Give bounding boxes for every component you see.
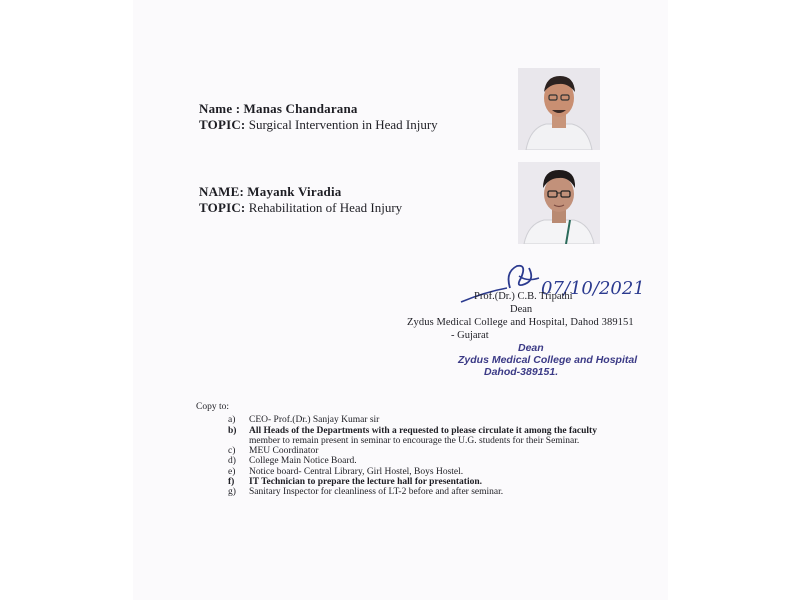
list-marker: f) [228, 477, 235, 488]
student-name: Mayank Viradia [247, 184, 342, 199]
list-marker: a) [228, 415, 236, 426]
state-line: - Gujarat [451, 330, 489, 341]
list-item [196, 477, 616, 487]
handwritten-date: 07/10/2021 [541, 278, 645, 299]
topic-label: TOPIC: [199, 200, 246, 215]
list-item [196, 456, 616, 466]
list-text: MEU Coordinator [249, 446, 319, 457]
official-stamp [458, 342, 637, 378]
list-text: College Main Notice Board. [249, 456, 357, 467]
name-label: Name : [199, 101, 241, 116]
list-item-continuation [196, 436, 616, 446]
list-text: IT Technician to prepare the lecture hall for presentation. [249, 477, 483, 488]
copy-to-heading: Copy to: [196, 402, 229, 412]
topic-label: TOPIC: [199, 117, 246, 132]
list-marker: g) [228, 487, 236, 498]
list-text: All Heads of the Departments with a requested to please circulate it among the faculty [249, 425, 597, 436]
topic-text: Surgical Intervention in Head Injury [248, 117, 438, 132]
signatory-name: Prof.(Dr.) C.B. Tripathi [474, 291, 573, 302]
list-text: Notice board- Central Library, Girl Hostel, Boys Hostel. [249, 466, 464, 477]
list-marker: c) [228, 446, 236, 457]
student-name: Manas Chandarana [243, 101, 358, 116]
name-label: NAME: [199, 184, 245, 199]
list-text: Sanitary Inspector for cleanliness of LT-2 before and after seminar. [249, 487, 504, 498]
list-marker: d) [228, 456, 236, 467]
list-item [196, 426, 616, 436]
list-item [196, 415, 616, 425]
list-item [196, 467, 616, 477]
portrait-image [518, 162, 600, 244]
stamp-title: Dean [518, 342, 544, 354]
signatory-title: Dean [510, 304, 533, 315]
student-photo-2 [518, 162, 600, 244]
list-marker: b) [228, 425, 237, 436]
stamp-college: Zydus Medical College and Hospital [458, 354, 638, 366]
portrait-image [518, 68, 600, 150]
list-text: member to remain present in seminar to encourage the U.G. students for their Seminar. [249, 435, 580, 446]
copy-to-list [196, 415, 616, 497]
list-text: CEO- Prof.(Dr.) Sanjay Kumar sir [249, 415, 380, 426]
stamp-location: Dahod-389151. [484, 366, 559, 378]
signatory-block [405, 290, 665, 342]
entry-2 [199, 184, 402, 216]
list-marker: e) [228, 466, 236, 477]
college-address: Zydus Medical College and Hospital, Dahod 389151 [407, 317, 634, 328]
list-item [196, 487, 616, 497]
student-photo-1 [518, 68, 600, 150]
copy-to-section [196, 402, 616, 498]
entry-1 [199, 101, 438, 133]
list-item [196, 446, 616, 456]
topic-text: Rehabilitation of Head Injury [248, 200, 403, 215]
